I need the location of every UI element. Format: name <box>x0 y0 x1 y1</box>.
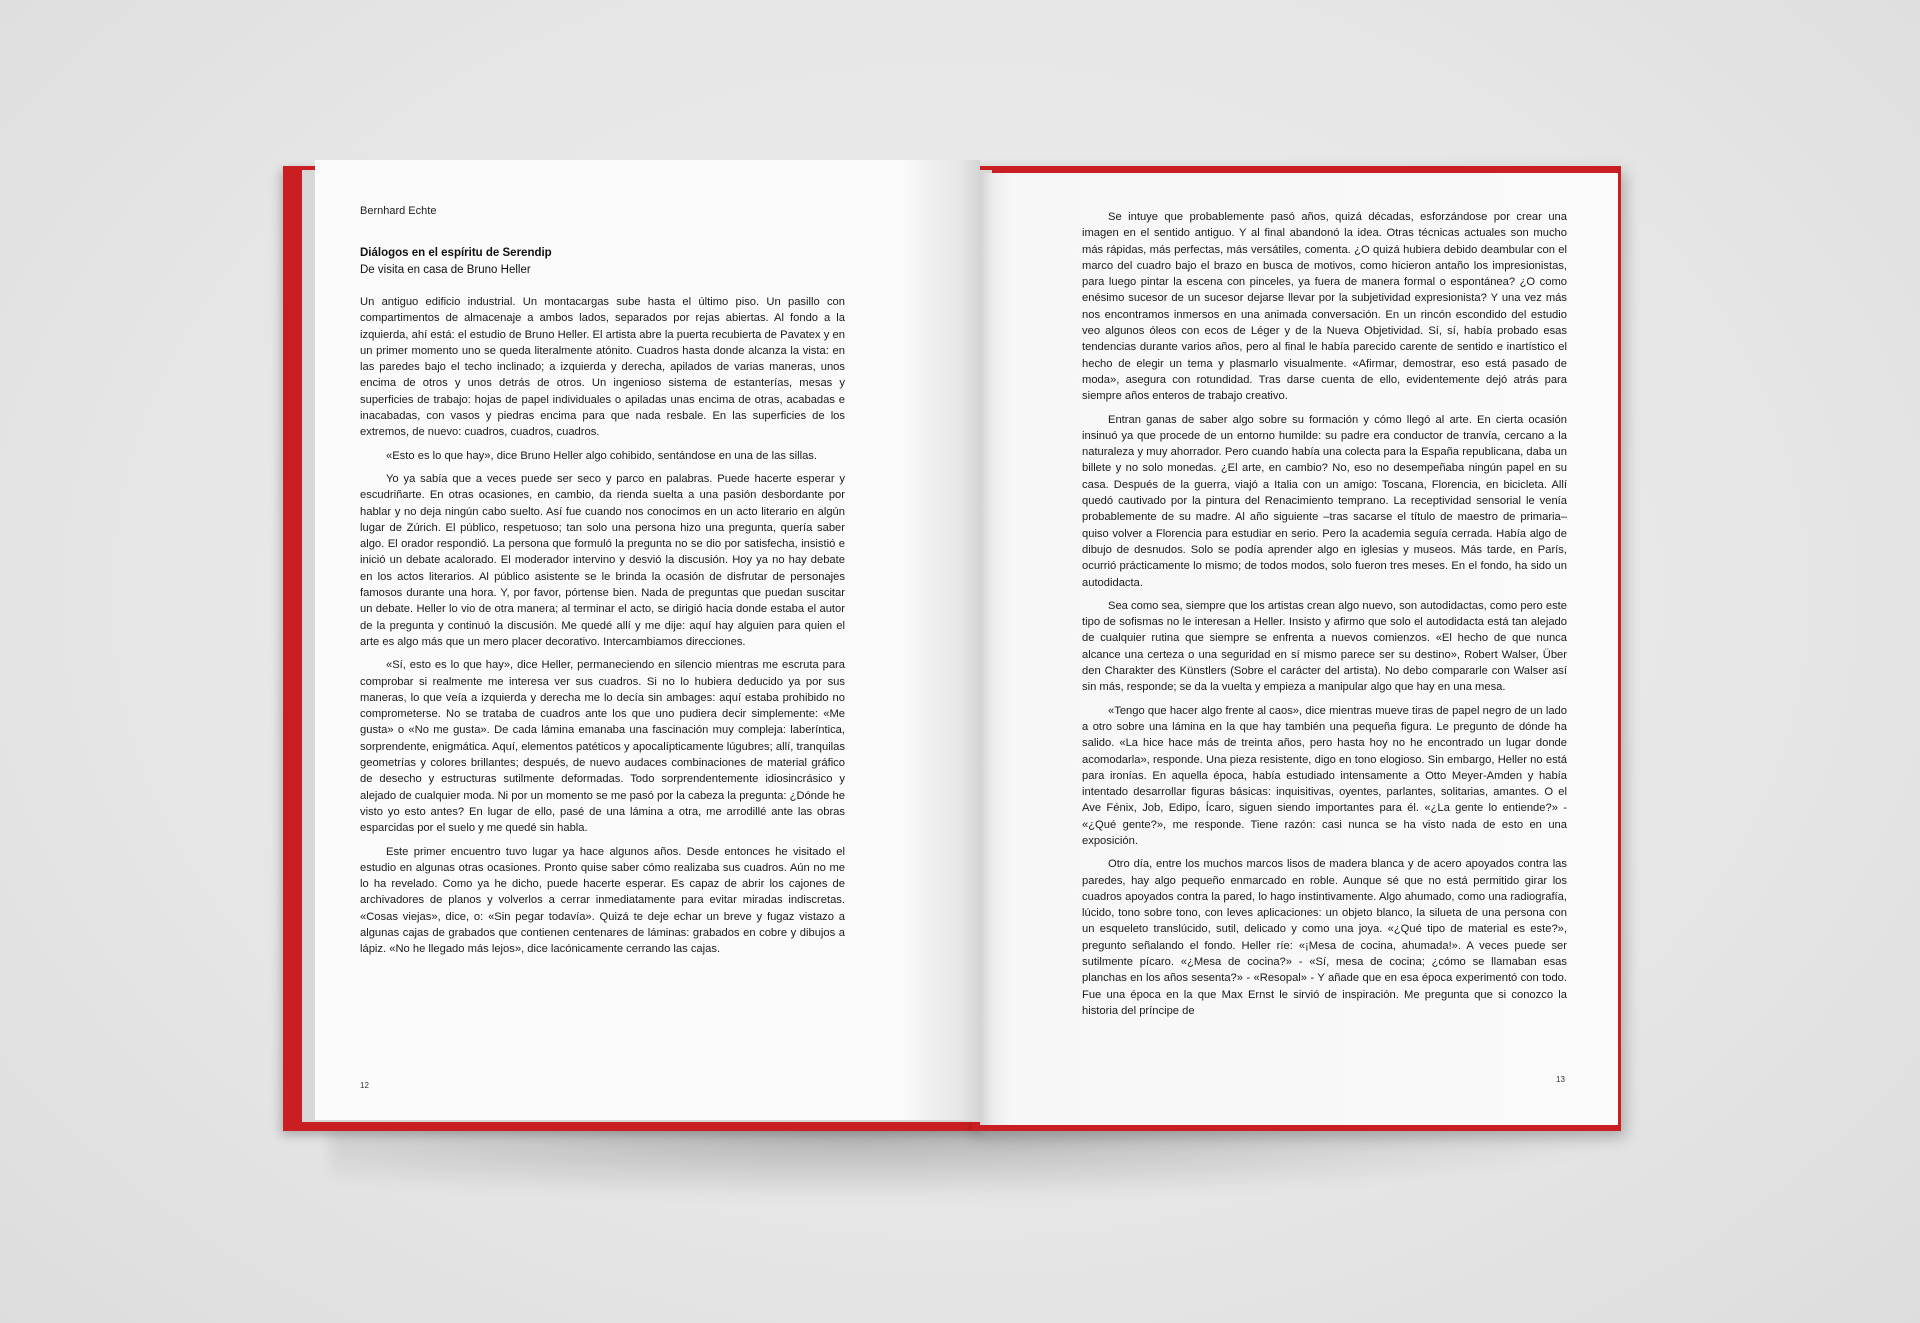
chapter-subtitle: De visita en casa de Bruno Heller <box>360 264 531 276</box>
page-number-right: 13 <box>1556 1075 1565 1084</box>
page-number-left: 12 <box>360 1081 369 1090</box>
paragraph: «Sí, esto es lo que hay», dice Heller, permaneciendo en silencio mientras me escruta para comprobar si realmente me interesa ver sus cuadros. Si no lo hubiera deducido ya por sus maneras, lo que veía a izquierda y derecha me lo decía sin ambages: aquí estaba prohibido no comprometerse. No se trataba de cuadros ante los que uno pudiera decir simplemente: «Me gusta» o «No me gusta». De cada lámina emanaba una fascinación muy compleja: laberíntica, sorprendente, enigmática. Aquí, elementos patéticos y apocalípticamente lúgubres; allí, tranquilas geometrías y colores brillantes; después, de nuevo audaces combinaciones de material gráfico de desecho y estructuras sutilmente deformadas. Todo sorprendentemente idiosincrásico y alejado de cualquier moda. Ni por un momento se me pasó por la cabeza la pregunta: ¿Dónde he visto yo esto antes? En lugar de ello, pasé de una lámina a otra, me arrodillé ante las obras esparcidas por el suelo y me quedé sin habla. <box>360 659 845 835</box>
paragraph: Otro día, entre los muchos marcos lisos de madera blanca y de acero apoyados contra las paredes, hay algo pequeño enmarcado en roble. Aunque sé que no está permitido girar los cuadros apoyados contra la pared, lo hago instintivamente. Algo ahumado, como una radiografía, lúcido, tono sobre tono, con leves aplicaciones: un objeto blanco, la silueta de una persona con un esqueleto translúcido, sutil, delicado y como una joya. «¿Qué tipo de material es este?», pregunto señalando el fondo. Heller ríe: «¡Mesa de cocina, ahumada!». A veces puede ser sutilmente pícaro. «¿Mesa de cocina?» - «Sí, mesa de cocina; ¿cómo se llamaban esas planchas en los años sesenta?» - «Resopal» - Y añade que en esa época experimentó con todo. Fue una época en la que Max Ernst le sirvió de inspiración. Me pregunta que si conozco la historia del príncipe de <box>1082 858 1567 1017</box>
right-page-body <box>1082 209 1567 1026</box>
paragraph: Un antiguo edificio industrial. Un montacargas sube hasta el último piso. Un pasillo con compartimentos de almacenaje a ambos lados, separados por rejas abiertas. Al fondo a la izquierda, ahí está: el estudio de Bruno Heller. El artista abre la puerta recubierta de Pavatex y en un primer momento uno se queda literalmente atónito. Cuadros hasta donde alcanza la vista: en las paredes bajo el techo inclinado; a izquierda y derecha, apilados de varias maneras, unos encima de otros y unos detrás de otros. Un ingenioso sistema de estanterías, mesas y superficies de trabajo: hojas de papel individuales o apiladas unas encima de otras, acabadas e inacabadas, con vasos y piedras encima para que nada resbale. En las superficies de los extremos, de nuevo: cuadros, cuadros, cuadros. <box>360 296 845 439</box>
paragraph: «Tengo que hacer algo frente al caos», dice mientras mueve tiras de papel negro de un lado a otro sobre una lámina en la que hay también una pequeña figura. Le pregunto de dónde ha salido. «La hice hace más de treinta años, pero hasta hoy no he encontrado un lugar donde acomodarla», responde. Una pieza resistente, digo en tono elogioso. Sin embargo, Heller no está para ironías. En aquella época, había estudiado intensamente a Otto Meyer-Amden y había intentado desarrollar figuras básicas: inquisitivas, oyentes, parlantes, solitarias, amantes. O el Ave Fénix, Job, Edipo, Ícaro, siguen siendo importantes para él. «¿La gente lo entiende?» - «¿Qué gente?», me responde. Tiene razón: casi nunca se ha visto nada de esto en una exposición. <box>1082 704 1567 847</box>
paragraph: Yo ya sabía que a veces puede ser seco y parco en palabras. Puede hacerte esperar y escudriñarte. En otras ocasiones, en cambio, da rienda suelta a una pasión desbordante por hablar y no deja ningún cabo suelto. Así fue cuando nos conocimos en un acto literario en algún lugar de Zúrich. El público, respetuoso; tan solo una persona hizo una pregunta, quería saber algo. El orador respondió. La persona que formuló la pregunta no se dio por satisfecha, insistió e inició un debate acalorado. El moderador intervino y desvió la discusión. Hoy ya no hay debate en los actos literarios. Al público asistente se le brinda la ocasión de disfrutar de personajes famosos durante una hora. Y, por favor, pórtense bien. Nada de preguntas que puedan suscitar un debate. Heller lo vio de otra manera; al terminar el acto, se dirigió hacia donde estaba el autor de la pregunta y continuó la discusión. Me quedé allí y me dije: aquí hay alguien para quien el arte es algo más que un mero placer decorativo. Intercambiamos direcciones. <box>360 472 845 648</box>
paragraph: Sea como sea, siempre que los artistas crean algo nuevo, son autodidactas, como pero este tipo de sofismas no le interesan a Heller. Insisto y afirmo que solo el autodidacta está tan alejado de cualquier rutina que siempre se enfrenta a nuevos comienzos. «El hecho de que nunca alcance una certeza o una seguridad en sí mismo parece ser su destino», Robert Walser, Über den Charakter des Künstlers (Sobre el carácter del artista). No debo compararle con Walser así sin más, responde; se da la vuelta y empieza a manipular algo que hay en una mesa. <box>1082 599 1567 694</box>
chapter-title: Diálogos en el espíritu de Serendip <box>360 247 552 259</box>
paragraph: Entran ganas de saber algo sobre su formación y cómo llegó al arte. En cierta ocasión insinuó ya que procede de un entorno humilde: su padre era conductor de tranvía, cercano a la naturaleza y muy ahorrador. Pero cuando había una colecta para la España republicana, daba un billete y no solo monedas. ¿El arte, en cambio? No, eso no desempeñaba ningún papel en su casa. Después de la guerra, viajó a Italia con un amigo: Toscana, Florencia, en bicicleta. Allí quedó cautivado por la pintura del Renacimiento temprano. La receptividad sensorial le venía probablemente de su madre. Al año siguiente –tras sacarse el título de maestro de primaria– quiso volver a Florencia para estudiar en serio. Pero la academia seguía cerrada. Había algo de dibujo de desnudos. Solo se podía aprender algo en iglesias y museos. Más tarde, en París, ocurrió prácticamente lo mismo; de todos modos, solo fueron tres meses. En el fondo, ha sido un autodidacta. <box>1082 413 1567 589</box>
left-page-body <box>360 294 845 965</box>
paragraph: Este primer encuentro tuvo lugar ya hace algunos años. Desde entonces he visitado el estudio en algunas otras ocasiones. Pronto quise saber cómo realizaba sus cuadros. Aún no me lo ha revelado. Como ya he dicho, puede hacerte esperar. Es capaz de abrir los cajones de archivadores de planos y volverlos a cerrar inmediatamente para evitar miradas indiscretas. «Cosas viejas», dice, o: «Sin pegar todavía». Quizá te deje echar un breve y fugaz vistazo a algunas cajas de grabados que contienen centenares de láminas: grabados en cobre y dibujos a lápiz. «No he llegado más lejos», dice lacónicamente cerrando las cajas. <box>360 845 845 956</box>
running-head: Bernhard Echte <box>360 205 437 217</box>
paragraph: Se intuye que probablemente pasó años, quizá décadas, esforzándose por crear una imagen en el sentido antiguo. Y al final abandonó la idea. Otras técnicas actuales son mucho más rápidas, más perfectas, más versátiles, comenta. ¿O quizá hubiera debido deambular con el marco del cuadro bajo el brazo en busca de motivos, como hicieron antaño los impresionistas, para luego pintar la escena con pinceles, ya fuera de manera formal o espontánea? ¿O como enésimo sucesor de un sucesor dejarse llevar por la subjetividad expresionista? Y una vez más nos encontramos inmersos en una animada conversación. En un rincón escondido del estudio veo algunos óleos con ecos de Léger y de la Nueva Objetividad. Sí, sí, había probado esas tendencias durante varios años, pero al final le había parecido carente de sentido e inartístico el hecho de elegir un tema y plasmarlo visualmente. «Afirmar, demostrar, eso está pasado de moda», asegura con rotundidad. Tras darse cuenta de ello, evidentemente dejó atrás para siempre años enteros de trabajo creativo. <box>1082 211 1567 403</box>
paragraph: «Esto es lo que hay», dice Bruno Heller algo cohibido, sentándose en una de las sillas. <box>386 449 817 462</box>
